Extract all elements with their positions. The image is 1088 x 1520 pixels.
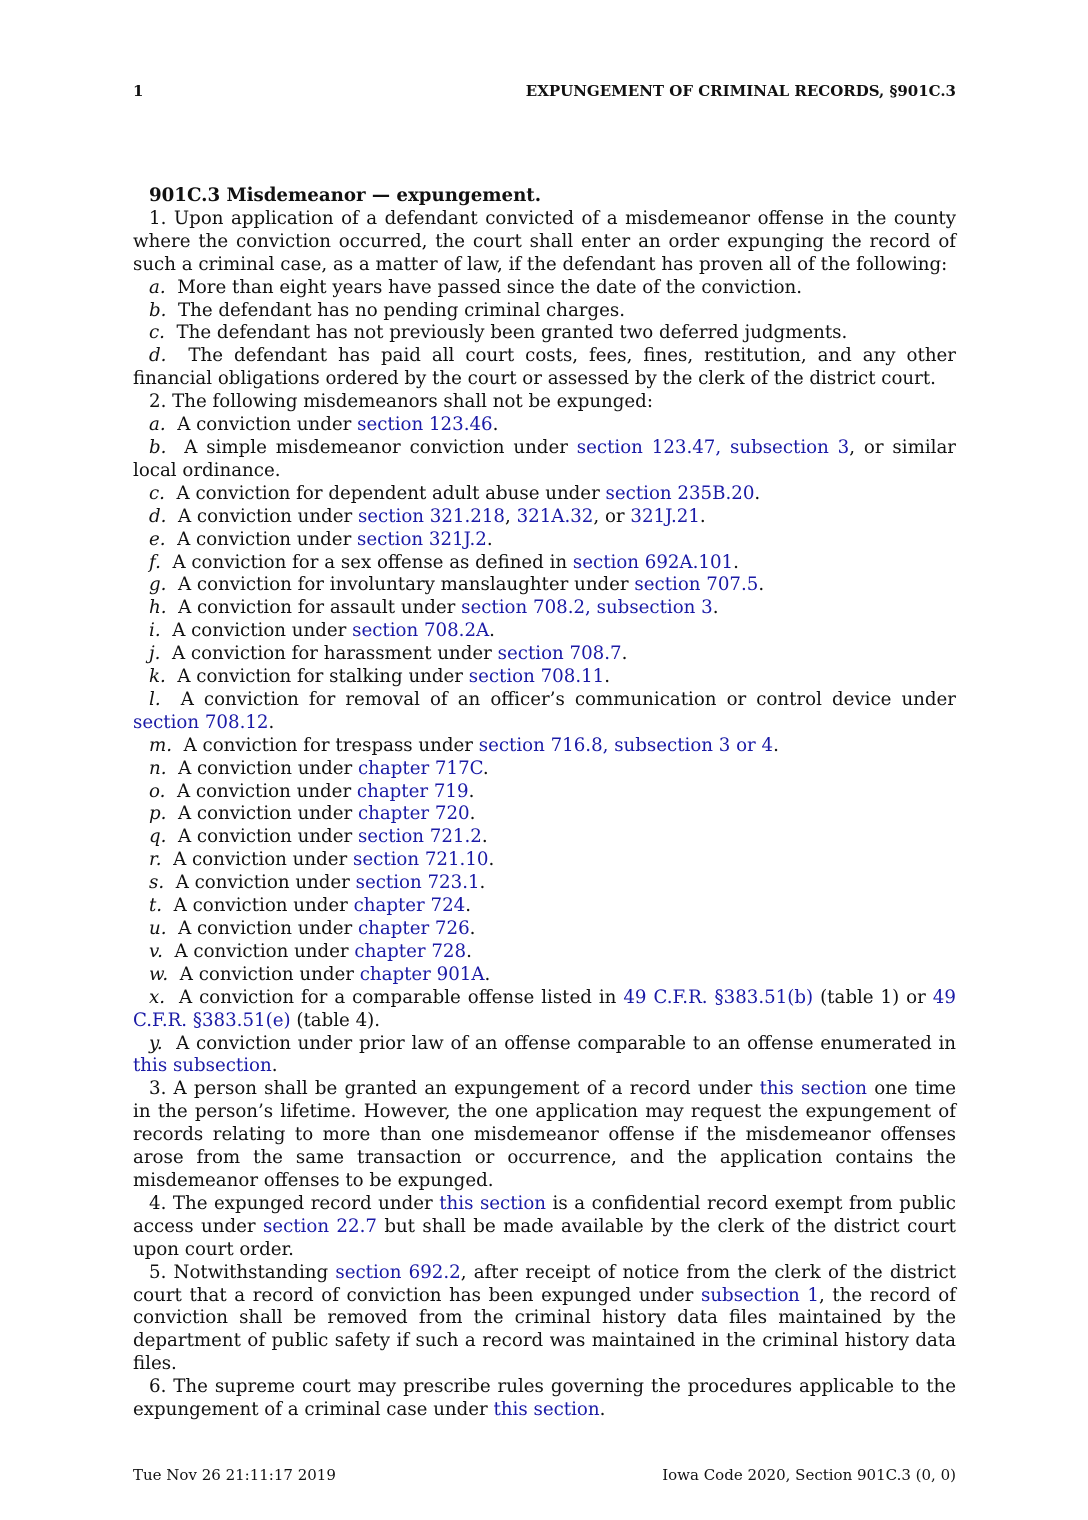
paragraph-text: .	[488, 849, 495, 871]
paragraph-text: .	[479, 872, 486, 894]
statute-link[interactable]: section 321.218	[357, 505, 506, 527]
numbered-paragraph	[133, 1262, 956, 1377]
statute-link[interactable]: section 708.2A	[352, 620, 490, 642]
numbered-paragraph	[133, 1078, 956, 1193]
item-label: b.	[149, 299, 167, 321]
list-item	[133, 483, 956, 506]
item-label: a.	[149, 276, 166, 298]
list-item	[133, 735, 956, 758]
paragraph-text: ,	[505, 505, 517, 527]
statute-link[interactable]: section 708.7	[497, 643, 622, 665]
page-number: 1	[133, 82, 144, 100]
paragraph-text: .	[712, 597, 719, 619]
statute-link[interactable]: section 22.7	[262, 1215, 377, 1237]
paragraph-text: , the record of conviction shall be removed from the criminal history data files maintained by the department of public safety if such a record was maintained in the criminal history data files.	[133, 1284, 956, 1375]
paragraph-text: .	[773, 734, 779, 756]
paragraph-text: A conviction for harassment under	[172, 643, 498, 665]
list-item	[133, 689, 956, 735]
statute-link[interactable]: chapter 901A	[359, 963, 485, 985]
paragraph-text: .	[268, 711, 275, 733]
statute-link[interactable]: 321J.21	[630, 505, 700, 527]
running-header	[133, 82, 956, 102]
paragraph-text: A conviction under	[178, 757, 358, 779]
item-label: e.	[149, 528, 166, 550]
list-item	[133, 529, 956, 552]
paragraph-text: .	[492, 414, 499, 436]
paragraph-text: .	[481, 826, 488, 848]
running-title: EXPUNGEMENT OF CRIMINAL RECORDS, §901C.3	[525, 82, 956, 100]
paragraph-text: one time in the person’s lifetime. However, the one application may request the expungement of records relating to more than one misdemeanor offense if the misdemeanor offenses arose from the same transaction or occurrence, and the application contains the misdemeanor offenses to be expunged.	[133, 1078, 956, 1191]
statute-link[interactable]: section 123.47, subsection 3	[576, 436, 850, 458]
item-label: a.	[149, 414, 166, 436]
statute-link[interactable]: chapter 719	[356, 780, 469, 802]
statute-link[interactable]: chapter 724	[353, 895, 466, 917]
paragraph-text: 3. A person shall be granted an expungement of a record under	[149, 1078, 760, 1100]
statute-link[interactable]: section 708.11	[468, 666, 605, 688]
list-item	[133, 964, 956, 987]
paragraph-text: A conviction under prior law of an offense comparable to an offense enumerated in	[176, 1032, 956, 1054]
paragraph-text: A conviction under	[173, 895, 354, 917]
statute-link[interactable]: section 716.8, subsection 3 or 4	[478, 734, 774, 756]
list-item	[133, 574, 956, 597]
list-item	[133, 781, 956, 804]
list-item	[133, 414, 956, 437]
statute-link[interactable]: 321A.32	[516, 505, 594, 527]
statute-link[interactable]: this section	[759, 1078, 868, 1100]
paragraph-text: , after receipt of notice from the clerk of the district court that a record of conviction has been expunged under	[133, 1261, 957, 1306]
paragraph-text: A conviction under	[174, 940, 355, 962]
paragraph-text: .	[599, 1399, 606, 1421]
list-item	[133, 849, 956, 872]
list-item	[133, 803, 956, 826]
paragraph-text: A conviction under	[178, 826, 358, 848]
list-item	[133, 597, 956, 620]
list-item	[133, 552, 956, 575]
list-item	[133, 643, 956, 666]
paragraph-text: but shall be made available by the clerk of the district court upon court order.	[133, 1215, 956, 1260]
list-item	[133, 941, 956, 964]
paragraph-text: .	[469, 803, 476, 825]
paragraph-text: 1. Upon application of a defendant convicted of a misdemeanor offense in the county where the conviction occurred, the court shall enter an order expunging the record of such a criminal case, as a matter of law, if the defendant has proven all of the following:	[133, 207, 956, 275]
list-item	[133, 895, 956, 918]
item-label: c.	[149, 482, 165, 504]
paragraph-text: .	[482, 757, 489, 779]
item-label: u.	[149, 918, 167, 939]
item-label: x.	[149, 986, 166, 1008]
item-label: w.	[149, 963, 169, 985]
paragraph-text: is a confidential record exempt from public access under	[133, 1192, 956, 1237]
statute-link[interactable]: section 692A.101	[572, 551, 734, 573]
paragraph-text: A conviction under	[178, 803, 358, 825]
list-item	[133, 345, 956, 391]
paragraph-text: A conviction for assault under	[178, 597, 462, 619]
statute-link[interactable]: section 721.2	[357, 826, 482, 848]
statute-link[interactable]: subsection 1	[701, 1284, 819, 1306]
paragraph-text: .	[489, 620, 495, 642]
item-label: y.	[149, 1032, 163, 1054]
paragraph-text: .	[469, 918, 476, 939]
statute-link[interactable]: this section	[493, 1399, 600, 1421]
paragraph-text: A conviction under	[177, 528, 358, 550]
item-label: s.	[149, 872, 165, 894]
numbered-paragraph	[133, 1376, 956, 1422]
item-label: r.	[149, 849, 162, 871]
paragraph-text: The defendant has not previously been granted two deferred judgments.	[176, 322, 848, 344]
item-label: p.	[149, 803, 167, 825]
paragraph-text: 5. Notwithstanding	[149, 1261, 336, 1283]
statute-link[interactable]: this section	[439, 1192, 547, 1214]
paragraph-text: .	[468, 780, 475, 802]
paragraph-text: .	[271, 1055, 278, 1077]
item-label: h.	[149, 597, 167, 619]
list-item	[133, 666, 956, 689]
paragraph-text: A conviction for stalking under	[177, 666, 469, 688]
paragraph-text: .	[699, 505, 706, 527]
item-label: i.	[149, 620, 161, 642]
paragraph-text: (table 1) or	[813, 986, 933, 1008]
statute-link[interactable]: 49 C.F.R. §383.51(e)	[133, 986, 956, 1031]
paragraph-text: A simple misdemeanor conviction under	[184, 436, 577, 458]
list-item	[133, 1033, 956, 1079]
statute-link[interactable]: 49 C.F.R. §383.51(b)	[623, 986, 814, 1008]
paragraph-text: .	[484, 963, 491, 985]
paragraph-text: .	[466, 940, 472, 962]
list-item	[133, 322, 956, 345]
statute-link[interactable]: section 707.5	[634, 574, 759, 596]
list-item	[133, 437, 956, 483]
paragraph-text: A conviction for a sex offense as defined in	[172, 551, 573, 573]
statute-link[interactable]: chapter 728	[354, 940, 467, 962]
paragraph-text: A conviction for dependent adult abuse under	[176, 482, 606, 504]
paragraph-text: A conviction for a comparable offense listed in	[179, 986, 624, 1008]
paragraph-text: A conviction for involuntary manslaughter under	[178, 574, 635, 596]
paragraph-text: A conviction under	[178, 505, 358, 527]
paragraph-text: .	[486, 528, 493, 550]
statute-link[interactable]: section 708.12	[133, 711, 269, 733]
paragraph-text: .	[754, 482, 761, 504]
paragraph-text: A conviction under	[178, 918, 358, 939]
paragraph-text: A conviction under	[179, 963, 360, 985]
paragraph-text: .	[621, 643, 628, 665]
statute-link[interactable]: chapter 720	[357, 803, 470, 825]
item-label: d.	[149, 505, 167, 527]
paragraph-text: The defendant has paid all court costs, fees, fines, restitution, and any other financial obligations ordered by the court or assessed by the clerk of the district court.	[133, 345, 956, 390]
item-label: f.	[149, 551, 161, 573]
list-item	[133, 300, 956, 323]
numbered-paragraph	[133, 1193, 956, 1262]
item-label: v.	[149, 940, 163, 962]
section-heading: 901C.3 Misdemeanor — expungement.	[149, 185, 542, 206]
statute-link[interactable]: chapter 726	[358, 918, 470, 939]
paragraph-text: 4. The expunged record under	[149, 1192, 440, 1214]
numbered-paragraph	[133, 391, 956, 414]
item-label: j.	[149, 643, 161, 665]
statute-link[interactable]: section 721.10	[352, 849, 489, 871]
item-label: b.	[149, 436, 167, 458]
item-label: k.	[149, 666, 166, 688]
statute-link[interactable]: section 723.1	[355, 872, 480, 894]
list-item	[133, 758, 956, 781]
item-label: o.	[149, 780, 166, 802]
paragraph-text: The defendant has no pending criminal charges.	[178, 299, 626, 321]
paragraph-text: .	[733, 551, 739, 573]
item-label: c.	[149, 322, 165, 344]
paragraph-text: 2. The following misdemeanors shall not be expunged:	[149, 391, 653, 413]
item-label: n.	[149, 757, 167, 779]
section-body	[133, 185, 956, 1422]
statute-link[interactable]: section 708.2, subsection 3	[461, 597, 713, 619]
statute-link[interactable]: section 692.2	[335, 1261, 461, 1283]
paragraph-text: A conviction under	[173, 849, 353, 871]
statute-link[interactable]: section 123.46	[357, 414, 493, 436]
list-item	[133, 826, 956, 849]
list-item	[133, 918, 956, 941]
paragraph-text: 6. The supreme court may prescribe rules governing the procedures applicable to the expungement of a criminal case under	[133, 1376, 956, 1421]
list-item	[133, 506, 956, 529]
numbered-paragraph	[133, 208, 956, 277]
paragraph-text: A conviction under	[177, 780, 357, 802]
paragraph-text: .	[465, 895, 472, 917]
footer-timestamp: Tue Nov 26 21:11:17 2019	[133, 1466, 336, 1484]
statute-link[interactable]: chapter 717C	[358, 757, 483, 779]
paragraph-text: A conviction for removal of an officer’s communication or control device under	[180, 688, 956, 710]
list-item	[133, 872, 956, 895]
paragraph-list	[133, 208, 956, 1422]
paragraph-text: .	[758, 574, 765, 596]
paragraph-text: , or	[593, 505, 631, 527]
list-item	[133, 987, 956, 1033]
statute-link[interactable]: section 235B.20	[605, 482, 755, 504]
item-label: d.	[149, 345, 167, 367]
paragraph-text: A conviction under	[177, 414, 358, 436]
paragraph-text: .	[604, 666, 611, 688]
paragraph-text: More than eight years have passed since the date of the conviction.	[177, 276, 803, 298]
paragraph-text: A conviction under	[172, 620, 353, 642]
item-label: t.	[149, 895, 163, 917]
paragraph-text: (table 4).	[290, 1009, 381, 1031]
statute-link[interactable]: section 321J.2	[357, 528, 487, 550]
statute-link[interactable]: this subsection	[133, 1055, 272, 1077]
paragraph-text: A conviction under	[175, 872, 356, 894]
item-label: m.	[149, 734, 173, 756]
list-item	[133, 620, 956, 643]
item-label: g.	[149, 574, 167, 596]
list-item	[133, 277, 956, 300]
item-label: l.	[149, 688, 161, 710]
paragraph-text: , or similar local ordinance.	[133, 436, 956, 481]
item-label: q.	[149, 826, 167, 848]
footer-citation: Iowa Code 2020, Section 901C.3 (0, 0)	[662, 1466, 956, 1484]
paragraph-text: A conviction for trespass under	[183, 734, 479, 756]
